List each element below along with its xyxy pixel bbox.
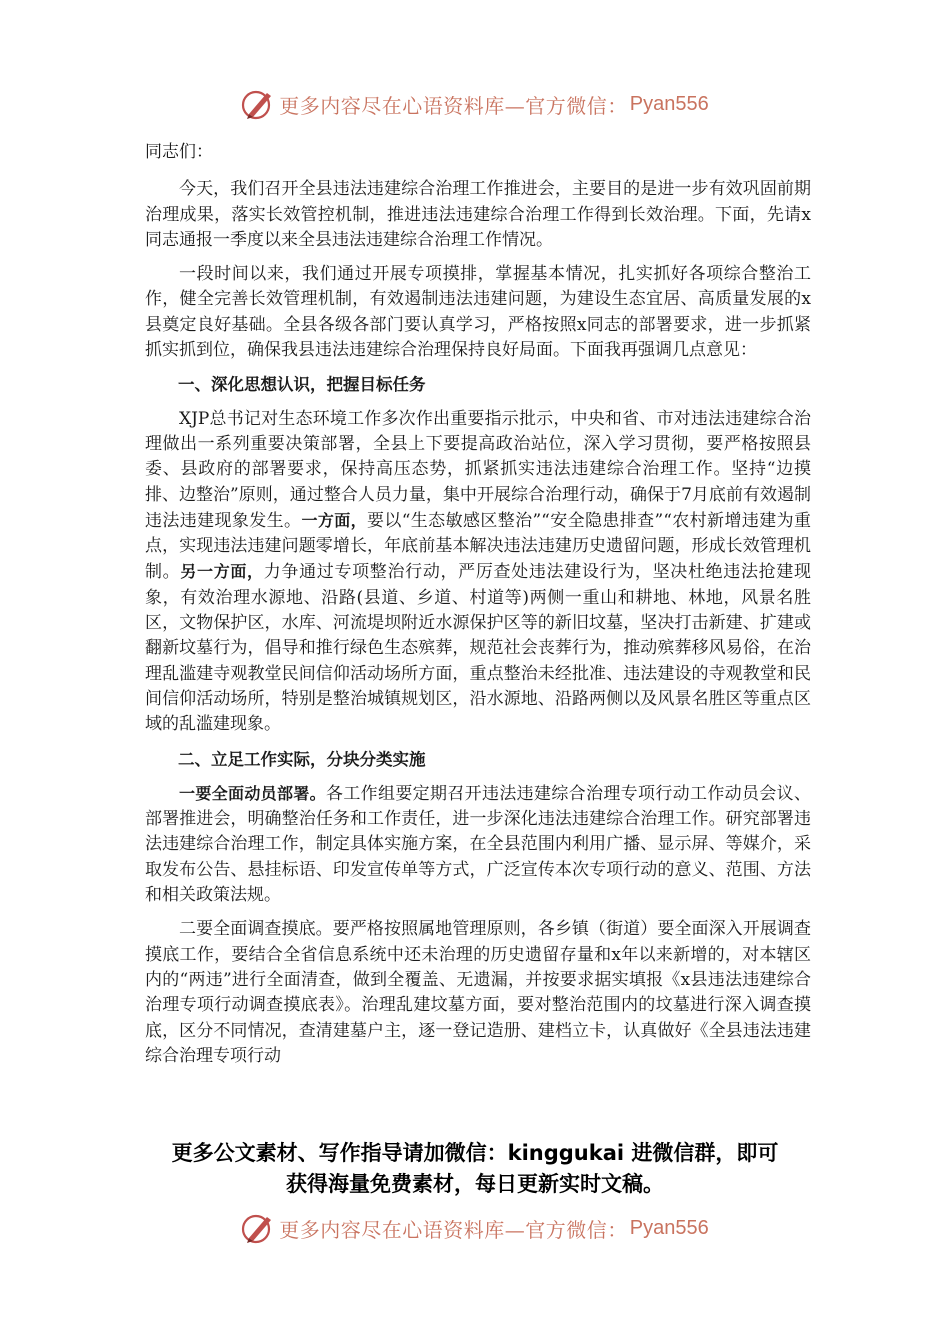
paragraph-text: 各工作组要定期召开违法违建综合治理专项行动工作动员会议、部署推进会，明确整治任务和工作责任，进一步深化违法违建综合治理工作。研究部署违法违建综合治理工作，制定具体实施方案，在全县范围内利用广播、显示屏、等媒介，采取发布公告、悬挂标语、印发宣传单等方式，广泛宣传本次专项行动的意义、范围、方法和相关政策法规。 bbox=[145, 783, 811, 906]
pen-in-circle-icon bbox=[241, 1211, 275, 1245]
paragraph-text: XJP总书记对生态环境工作多次作出重要指示批示，中央和省、市对违法违建综合治理做出一系列重要决策部署，全县上下要提高政治站位，深入学习贯彻，要严格按照县委、县政府的部署要求，保持高压态势，抓紧抓实违法违建综合治理工作。坚持“边摸排、边整治”原则，通过整合人员力量，集中开展综合治理行动，确保于7月底前有效遏制违法违建现象发生。 bbox=[145, 408, 811, 531]
document-body bbox=[145, 140, 811, 1078]
footer-banner bbox=[0, 1208, 950, 1248]
emphasis-text: 一方面， bbox=[301, 510, 367, 530]
paragraph: 今天，我们召开全县违法违建综合治理工作推进会，主要目的是进一步有效巩固前期治理成果，落实长效管控机制，推进违法违建综合治理工作得到长效治理。下面，先请x同志通报一季度以来全县违法违建综合治理工作情况。 bbox=[145, 179, 811, 250]
paragraph-text: 要以“生态敏感区整治”“安全隐患排查”“农村新增违建为重点，实现违法违建问题零增长，年底前基本解决违法违建历史遗留问题，形成长效管理机制。 bbox=[145, 510, 811, 583]
emphasis-text: 另一方面， bbox=[180, 562, 264, 582]
promo-notice bbox=[0, 1138, 950, 1200]
promo-line: 更多公文素材、写作指导请加微信：kinggukai 进微信群，即可 bbox=[171, 1141, 779, 1165]
paragraph bbox=[145, 407, 811, 738]
header-banner bbox=[0, 84, 950, 124]
promo-line: 获得海量免费素材，每日更新实时文稿。 bbox=[286, 1172, 664, 1196]
greeting: 同志们： bbox=[145, 142, 213, 162]
section-heading: 一、深化思想认识，把握目标任务 bbox=[178, 375, 426, 395]
banner-text: 更多内容尽在心语资料库—官方微信： bbox=[279, 1217, 628, 1242]
paragraph: 一段时间以来，我们通过开展专项摸排，掌握基本情况，扎实抓好各项综合整治工作，健全完善长效管理机制，有效遏制违法违建问题，为建设生态宜居、高质量发展的x县奠定良好基础。全县各级各部门要认真学习，严格按照x同志的部署要求，进一步抓紧抓实抓到位，确保我县违法违建综合治理保持良好局面。下面我再强调几点意见： bbox=[145, 264, 811, 361]
banner-text: 更多内容尽在心语资料库—官方微信： bbox=[279, 93, 628, 118]
paragraph-text: 力争通过专项整治行动，严厉查处违法建设行为，坚决杜绝违法抢建现象，有效治理水源地、沿路(县道、乡道、村道等)两侧一重山和耕地、林地，风景名胜区，文物保护区，水库、河流堤坝附近水源保护区等的新旧坟墓，坚决打击新建、扩建或翻新坟墓行为，倡导和推行绿色生态殡葬，规范社会丧葬行为，推动殡葬移风易俗，在治理乱滥建寺观教堂民间信仰活动场所方面，重点整治未经批准、违法建设的寺观教堂和民间信仰活动场所，特别是整治城镇规划区，沿水源地、沿路两侧以及风景名胜区等重点区域的乱滥建现象。 bbox=[145, 562, 812, 735]
pen-in-circle-icon bbox=[241, 87, 275, 121]
wechat-id: Pyan556 bbox=[629, 92, 709, 115]
section-heading: 二、立足工作实际，分块分类实施 bbox=[178, 749, 426, 769]
paragraph: 二要全面调查摸底。要严格按照属地管理原则，各乡镇（街道）要全面深入开展调查摸底工作，要结合全省信息系统中还未治理的历史遗留存量和x年以来新增的，对本辖区内的“两违”进行全面清查，做到全覆盖、无遗漏，并按要求据实填报《x县违法违建综合治理专项行动调查摸底表》。治理乱建坟墓方面，要对整治范围内的坟墓进行深入调查摸底，区分不同情况，查清建墓户主，逐一登记造册、建档立卡，认真做好《全县违法违建综合治理专项行动 bbox=[145, 919, 811, 1066]
paragraph bbox=[145, 781, 811, 908]
emphasis-text: 一要全面动员部署。 bbox=[179, 783, 326, 803]
wechat-id: Pyan556 bbox=[629, 1216, 709, 1239]
